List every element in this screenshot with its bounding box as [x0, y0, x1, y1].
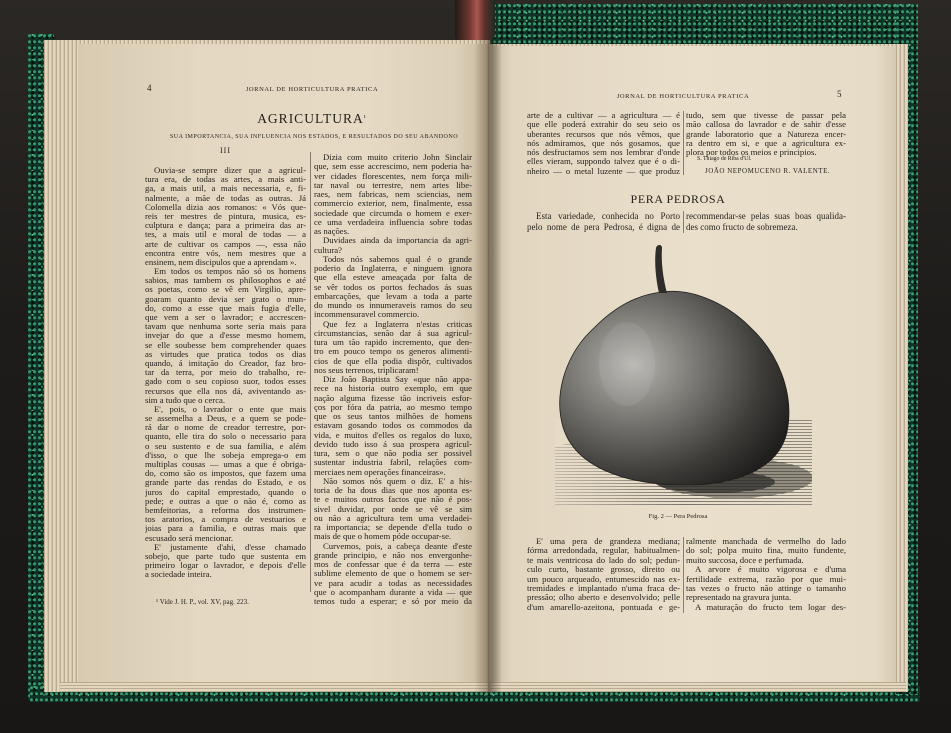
text-line: circumstancias, senão dar á sua agricul-: [314, 328, 472, 338]
text-line: fórma arredondada, regular, habitualmen-: [527, 546, 680, 556]
text-line: te e muitos outros factos que não é pos-: [314, 495, 472, 505]
body-column-2: [686, 537, 846, 612]
text-line: rece na historia outro exemplo, em que: [314, 384, 472, 394]
text-line: se assemelha a Deus, e a quem se pode-: [145, 414, 306, 424]
text-line: toria de ha dous dias que nos aponta es-: [314, 486, 472, 495]
paragraph: [314, 542, 472, 607]
paragraph: [686, 537, 846, 565]
text-line: que ella esteve ameaçada por falta de: [314, 273, 472, 283]
page-number-left: 4: [147, 83, 152, 93]
article-subtitle: SUA IMPORTANCIA, SUA INFLUENCIA NOS ESTADOS, E RESULTADOS DO SEU ABANDONO: [169, 134, 459, 140]
column-rule-intro: [683, 211, 684, 233]
text-line: ce uma verdadeira influencia sobre todas: [314, 217, 472, 227]
text-line: A maturação do fructo tem logar des-: [695, 602, 846, 612]
paragraph: [314, 320, 472, 376]
text-line: reis ter mestres de pintura, musica, es-: [145, 211, 306, 221]
text-line: mais de que o homem póde occupar-se.: [314, 532, 452, 542]
text-line: fertilidade extrema, razão por que mui-: [686, 574, 846, 584]
text-line: nheiro — o metal luzente — que produz: [527, 166, 680, 176]
text-line: rá dar o nome de creador terrestre, por-: [145, 423, 306, 433]
continuation-column-1: [527, 111, 680, 176]
text-line: pelo nome de pera Pedrosa, é digna de: [527, 222, 680, 232]
text-line: te mais ventricosa do lado do sol; pedun-: [527, 555, 680, 565]
text-line: tudo, sem que tivesse de passar pela: [686, 111, 846, 120]
text-line: tes, a mais util e moral de todas — a: [145, 230, 306, 240]
text-line: grande laboratorio que a Natureza encer-: [686, 129, 846, 139]
footnote: ¹ Vide J. H. P., vol. XV, pag. 223.: [156, 598, 249, 606]
paragraph: [314, 153, 472, 236]
text-line: culptura e dança; para a primeira das ar-: [145, 221, 306, 231]
section-number: III: [220, 146, 231, 155]
paragraph: [527, 211, 680, 233]
text-line: goaram quanto devia ser grato o mun-: [145, 294, 306, 304]
text-line: que os seus tantos milhões de homens: [314, 412, 472, 421]
text-line: Curvemos, pois, a cabeça deante d'este: [323, 541, 472, 551]
footnote-marker: ¹: [363, 114, 367, 122]
text-line: sociedade que circumda o homem e exer-: [314, 208, 472, 218]
text-line: d'um amarello-azeitona, pontuada e ge-: [527, 602, 680, 612]
text-line: poderio da Inglaterra, e ninguem ignora: [314, 264, 472, 273]
intro-column-1: [527, 211, 680, 233]
figure-caption: Fig. 2 — Pera Pedrosa: [648, 513, 708, 520]
signature-place: S. Thiago de Riba d'Ul.: [697, 156, 752, 162]
paragraph: [314, 236, 472, 255]
text-line: Que fez a Inglaterra n'estas criticas: [323, 319, 472, 329]
text-line: cultura?: [314, 245, 342, 255]
pear-highlight: [599, 322, 655, 406]
text-line: Dizia com muito criterio John Sinclair: [323, 153, 472, 162]
running-head-right: JORNAL DE HORTICULTURA PRATICA: [616, 93, 750, 100]
text-line: arte de cultivar os campos —, essa não: [145, 239, 306, 249]
text-line: tas vezes o fructo não attinge o tamanho: [686, 583, 846, 593]
text-line: pede; e outras a que o não é, como as: [145, 496, 306, 506]
text-line: do mundo os innumeraveis ramos do seu: [314, 301, 472, 310]
text-line: ou não a agricultura tem uma verdadei-: [314, 513, 472, 523]
text-line: grande principio, e não nos envergonhe-: [314, 550, 472, 560]
text-line: sobejo, que parte tudo que sustenta em: [145, 551, 306, 561]
text-line: recursos que ella nos dá, aviventando as-: [145, 386, 306, 396]
text-line: juros do capital emprestado, quando o: [145, 487, 306, 497]
text-line: ver cidades florescentes, nem força mili-: [314, 171, 472, 181]
text-line: A arvore é muito vigorosa e d'uma: [695, 565, 846, 575]
text-line: do, como são os impostos, que fazem uma: [145, 469, 306, 479]
text-line: Não somos nós quem o diz. E' a his-: [323, 476, 472, 486]
text-line: pressão; olho aberto e desenvolvido; pelle: [527, 593, 680, 603]
running-head-left: JORNAL DE HORTICULTURA PRATICA: [245, 86, 379, 93]
text-line: incommensuravel commercio.: [314, 310, 420, 320]
right-page-bottom-stack: [490, 682, 906, 692]
text-line: E' justamente d'ahi, d'esse chamado: [154, 542, 306, 552]
text-line: tura, sem o que não podia ser possivel: [314, 449, 472, 458]
text-line: Esta variedade, conhecida no Porto: [536, 211, 680, 221]
pear-engraving: [555, 242, 812, 505]
left-page-bottom-stack: [60, 682, 488, 692]
paragraph: [686, 603, 846, 612]
text-line: quanto, elle tira do solo o necessario para: [145, 432, 306, 442]
paragraph: [145, 166, 306, 267]
text-line: as virtudes que pratica todos os dias: [145, 349, 306, 359]
text-line: tremidades e implantado n'uma fraca de-: [527, 583, 680, 593]
text-line: ve para acudir a todas as necessidades: [314, 578, 472, 588]
page-number-right: 5: [837, 89, 842, 99]
text-line: tavam que nenhuma sorte seria mais para: [145, 322, 306, 332]
text-line: um pouco arqueado, entumescido nas ex-: [527, 574, 680, 584]
text-line: sim a tudo que o cerca.: [145, 395, 226, 405]
title-text: AGRICULTURA: [257, 111, 364, 126]
text-line: nós admiramos, que nós gosamos, que: [527, 138, 680, 148]
text-line: Em todos os tempos não só os homens: [154, 267, 306, 277]
text-line: embarcações, que levam a toda a parte: [314, 291, 472, 301]
text-line: Todos nós sabemos qual é o grande: [323, 254, 472, 264]
paragraph: [686, 211, 846, 233]
text-line: escusado será mencionar.: [145, 533, 234, 543]
text-line: devido tudo isso á sua prospera agricul-: [314, 439, 472, 449]
text-line: des como fructo de sobremeza.: [686, 222, 798, 232]
text-line: quando, á imitação do Creador, faz bro-: [145, 358, 306, 368]
text-line: ensinem, nem discipulos que a aprendam ».: [145, 257, 297, 267]
text-line: tro em pouco tempo os generos alimenti-: [314, 347, 472, 357]
text-line: primeiro logar o lavrador, e depois d'elle: [145, 561, 306, 571]
text-line: que vem a ser o lavrador; e accrescen-: [145, 313, 306, 322]
paragraph: [145, 267, 306, 405]
text-line: recommendar-se pelas suas boas qualida-: [686, 211, 846, 221]
text-line: o seu sustento e de sua familia, e além: [145, 441, 306, 451]
text-line: se vêr todos os portos fechados ás suas: [314, 282, 472, 292]
pear-stem: [655, 245, 667, 293]
text-line: bemfeitorias, a reforma dos instrumen-: [145, 505, 306, 515]
text-line: representado na gravura junta.: [686, 593, 792, 603]
text-line: Colomella dizia aos romanos: « Vós que-: [145, 202, 306, 212]
column-rule-bottom: [683, 537, 684, 613]
text-line: vida, e muitos d'elles os regalos do luxo,: [314, 430, 472, 440]
text-line: commercio exterior, nem, finalmente, essa: [314, 199, 472, 209]
text-line: uberantes recursos que nós vêmos, que: [527, 129, 680, 139]
text-line: culo curto, bastante grosso, direito ou: [527, 565, 680, 575]
text-line: grande parte das rendas do Estado, e os: [145, 478, 306, 488]
paragraph: [527, 111, 680, 176]
gutter-shadow: [474, 40, 502, 692]
paragraph: [527, 537, 680, 612]
text-line: nos seus terrenos, triplicaram!: [314, 365, 419, 375]
paragraph: [686, 111, 846, 157]
text-line: tos aratorios, a compra de vestuarios e: [145, 515, 306, 525]
text-line: tura era, de todas as artes, a mais anti-: [145, 175, 306, 185]
text-line: ra dentro em si, e que a agricultura ex-: [686, 138, 846, 148]
text-line: que elle poderá extrahir do seu seio os: [527, 120, 680, 130]
text-line: sublime elemento de que o homem se ser-: [314, 569, 472, 579]
text-line: multiplas cousas — umas a que é obriga-: [145, 460, 306, 469]
text-line: que, sem esse accrescimo, nem poderia ha-: [314, 162, 472, 172]
article-title-agricultura: [232, 111, 392, 127]
text-line: E', pois, o lavrador o ente que mais: [154, 404, 306, 414]
text-line: ga, a mais util, a mais necessaria, e, fi-: [145, 184, 306, 194]
spine-headband: [455, 0, 495, 40]
text-line: que o acompanham durante a vida — que: [314, 587, 472, 597]
text-line: sivel duvidar, por onde se vê se sim: [314, 504, 472, 514]
paragraph: [314, 255, 472, 320]
text-line: raes, nem fabricas, nem sciencias, nem: [314, 190, 472, 199]
text-line: nalmente, a mãe de todas as outras. Já: [145, 193, 306, 203]
text-line: ços por fóra da patria, ao mesmo tempo: [314, 402, 472, 412]
paragraph: [314, 477, 472, 542]
paragraph: [145, 405, 306, 543]
signature-author: JOÃO NEPOMUCENO R. VALENTE.: [705, 167, 831, 175]
text-line: E' uma pera de grandeza mediana;: [536, 537, 680, 546]
text-line: cios de que ella podia dispôr, cultivados: [314, 356, 472, 366]
text-line: sabios, mas tambem os philosophos e até: [145, 276, 306, 286]
text-line: estavam gosando todos os commodos da: [314, 421, 472, 431]
text-line: merciaes nem operações financeiras».: [314, 467, 446, 477]
text-line: muito succosa, doce e perfumada.: [686, 555, 804, 565]
text-line: os poetas, como se vê em Virgilio, apre-: [145, 285, 306, 295]
text-line: invejar do que a d'esse mesmo homem,: [145, 331, 306, 341]
continuation-column-2: [686, 111, 846, 157]
text-line: mos de confessar que é da terra — este: [314, 560, 472, 569]
text-line: a sociedade inteira.: [145, 570, 212, 580]
text-line: joias para a familia, e outras mais que: [145, 524, 306, 534]
text-line: tura um tão rapido incremento, que den-: [314, 338, 472, 347]
text-line: as nações.: [314, 227, 350, 236]
text-line: temos tudo a esperar; e só por meio da: [314, 597, 472, 606]
text-line: sustentar industria fabril, relações com-: [314, 458, 472, 468]
text-line: Duvidaes ainda da importancia da agri-: [323, 236, 472, 246]
column-rule-left-page: [310, 152, 311, 592]
paragraph: [686, 565, 846, 603]
paragraph: [314, 375, 472, 477]
cover-edge-top-right: [468, 4, 917, 48]
text-line: ralmente manchada de vermelho do lado: [686, 537, 846, 546]
column-rule-top: [683, 111, 684, 175]
text-line: Ouvia-se sempre dizer que a agricul-: [154, 166, 306, 175]
text-line: gado com o seu copioso suor, todos esses: [145, 377, 306, 387]
text-line: do sol; polpa muito fina, muito fundente,: [686, 546, 846, 556]
text-line: se elle soubesse bem comprehender quaes: [145, 340, 306, 350]
text-line: encontra entre vós, nem mestres que a: [145, 248, 306, 258]
pear-body: [560, 291, 789, 485]
text-line: mão callosa do lavrador e de sahir d'esse: [686, 120, 846, 130]
article-title-pera-pedrosa: PERA PEDROSA: [630, 192, 726, 206]
paragraph: [145, 543, 306, 580]
text-line: tar naval ou terrestre, nem artes libe-: [314, 180, 472, 190]
left-page-column-2: [314, 153, 472, 606]
left-page-column-1: [145, 166, 306, 579]
text-line: Diz João Baptista Say «que não appa-: [323, 375, 472, 384]
text-line: tar da terra, por meio do trabalho, re-: [145, 368, 306, 378]
body-column-1: [527, 537, 680, 612]
text-line: nós desfructamos sem nos lembrar d'onde: [527, 148, 680, 158]
text-line: arte de a cultivar — a agricultura — é: [527, 111, 680, 120]
text-line: plora por todos os meios e principios.: [686, 148, 817, 158]
text-line: elles vieram, suppondo talvez que é o di-: [527, 157, 680, 167]
text-line: do, como a esse que mais fugia d'elle,: [145, 303, 306, 313]
intro-column-2: [686, 211, 846, 233]
text-line: d'isso, o que lhe sobeja emprega-o em: [145, 450, 306, 460]
text-line: nação alguma fizesse tão incriveis esfor-: [314, 393, 472, 403]
text-line: ra importancia; se depende d'ella tudo o: [314, 523, 472, 532]
